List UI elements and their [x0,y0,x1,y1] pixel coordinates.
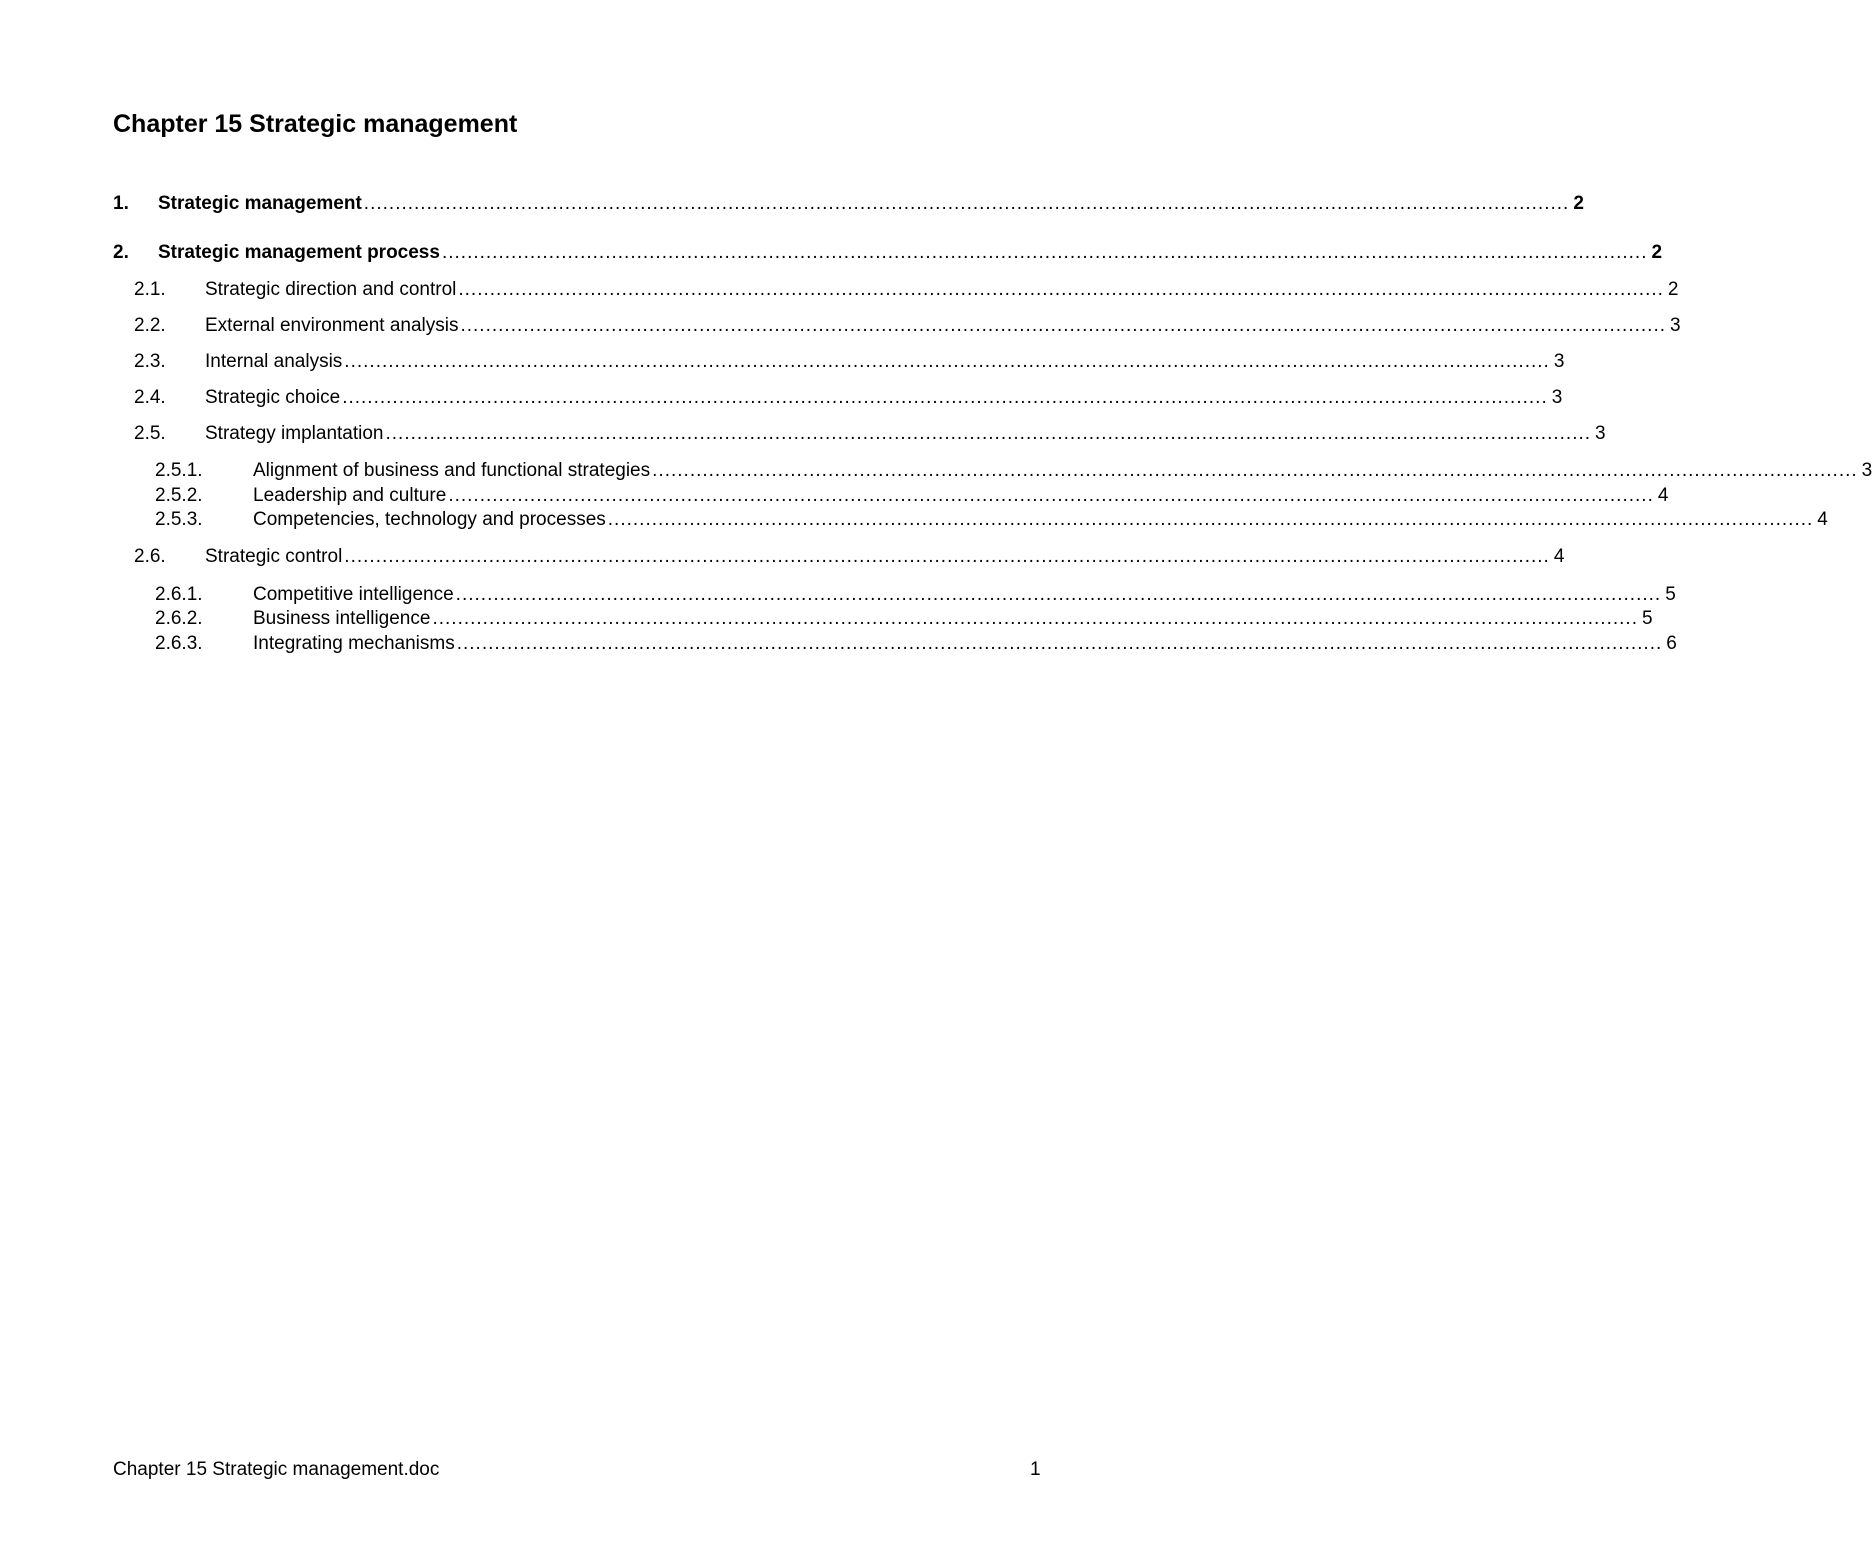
toc-entry-number: 2.5.2. [155,485,203,506]
toc-dot-leader: ................................................................................................................................................................................................ [652,460,1858,481]
toc-page-number: 5 [1665,584,1676,605]
toc-dot-leader: ................................................................................................................................................................................................ [432,608,1638,629]
toc-entry-label: Strategic choice [205,387,341,408]
toc-entry-label: Competencies, technology and processes [253,509,606,530]
toc-entry-label: Strategic management process [158,242,440,263]
toc-entry-label: External environment analysis [205,315,459,336]
toc-entry-2-5-1[interactable] [0,458,1872,484]
toc-entry-label: Alignment of business and functional strategies [253,460,651,481]
toc-page-number: 2 [1651,242,1663,263]
toc-dot-leader: ................................................................................................................................................................................................ [344,546,1550,567]
footer-filename: Chapter 15 Strategic management.doc [113,1459,440,1480]
toc-page-number: 2 [1573,193,1584,214]
toc-entry-label: Strategy implantation [205,423,384,444]
toc-entry-label: Leadership and culture [253,485,447,506]
toc-dot-leader: ................................................................................................................................................................................................ [344,351,1550,372]
toc-entry-number: 2. [113,242,129,263]
toc-dot-leader: ................................................................................................................................................................................................ [448,485,1654,506]
toc-page-number: 3 [1861,460,1872,481]
toc-entry-label: Strategic control [205,546,343,567]
toc-dot-leader: ................................................................................................................................................................................................ [455,584,1662,605]
toc-entry-number: 2.2. [134,315,166,336]
toc-page-number: 4 [1817,509,1828,530]
toc-dot-leader: ................................................................................................................................................................................................ [607,509,1814,530]
toc-entry-1[interactable] [0,191,1584,217]
toc-entry-2-2[interactable] [0,313,1681,339]
footer-page-number: 1 [1030,1459,1041,1480]
toc-entry-number: 2.5.3. [155,509,203,530]
toc-page-number: 5 [1641,608,1653,629]
toc-dot-leader: ................................................................................................................................................................................................ [456,633,1663,654]
toc-dot-leader: ................................................................................................................................................................................................ [385,423,1592,444]
toc-entry-number: 2.1. [134,279,166,300]
toc-entry-label: Business intelligence [253,608,431,629]
toc-entry-number: 2.5. [134,423,166,444]
toc-page-number: 3 [1551,387,1563,408]
toc-entry-number: 2.3. [134,351,166,372]
toc-entry-label: Strategic management [158,193,362,214]
toc-page-number: 4 [1657,485,1669,506]
toc-page-number: 4 [1553,546,1565,567]
toc-entry-number: 1. [113,193,129,214]
toc-entry-2-1[interactable] [0,277,1679,303]
toc-entry-number: 2.5.1. [155,460,203,481]
toc-page-number: 3 [1553,351,1565,372]
toc-entry-2-5[interactable] [0,421,1606,447]
toc-entry-2-5-3[interactable] [0,507,1828,533]
toc-entry-2[interactable] [0,240,1663,266]
toc-dot-leader: ................................................................................................................................................................................................ [363,193,1570,214]
toc-entry-label: Competitive intelligence [253,584,454,605]
toc-entry-label: Internal analysis [205,351,343,372]
toc-entry-number: 2.6.3. [155,633,203,654]
toc-page-number: 3 [1595,423,1606,444]
toc-dot-leader: ................................................................................................................................................................................................ [458,279,1664,300]
toc-entry-2-6-3[interactable] [0,631,1677,657]
toc-entry-number: 2.6.2. [155,608,203,629]
toc-dot-leader: ................................................................................................................................................................................................ [441,242,1648,263]
toc-entry-label: Integrating mechanisms [253,633,455,654]
toc-entry-label: Strategic direction and control [205,279,457,300]
toc-page-number: 2 [1667,279,1679,300]
toc-entry-2-4[interactable] [0,385,1563,411]
page-title: Chapter 15 Strategic management [113,110,518,138]
toc-entry-2-6-1[interactable] [0,582,1676,608]
toc-entry-number: 2.6.1. [155,584,203,605]
toc-entry-number: 2.6. [134,546,166,567]
toc-page-number: 3 [1670,315,1681,336]
toc-entry-2-6-2[interactable] [0,606,1653,632]
toc-entry-number: 2.4. [134,387,166,408]
toc-dot-leader: ................................................................................................................................................................................................ [342,387,1548,408]
toc-entry-2-3[interactable] [0,349,1565,375]
toc-dot-leader: ................................................................................................................................................................................................ [460,315,1666,336]
toc-entry-2-5-2[interactable] [0,483,1669,509]
toc-entry-2-6[interactable] [0,544,1565,570]
toc-page-number: 6 [1666,633,1677,654]
